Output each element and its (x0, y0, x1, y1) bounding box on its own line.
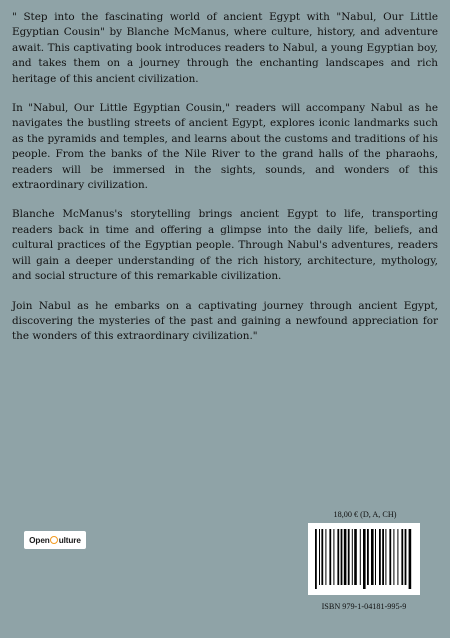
barcode-bar (389, 529, 391, 585)
barcode-bar (409, 529, 412, 589)
barcode-bar (371, 529, 374, 585)
barcode-bar (325, 529, 326, 585)
barcode-bar (397, 529, 398, 585)
isbn-label: ISBN 979-1-04181-995-9 (321, 602, 407, 611)
logo-text-end: ulture (58, 535, 81, 545)
barcode-bar (348, 529, 350, 585)
publisher-logo (24, 531, 86, 549)
barcode-bar (319, 529, 320, 585)
blurb-paragraph: In "Nabul, Our Little Egyptian Cousin," readers will accompany Nabul as he navigates the bustling streets of ancient Egypt, explores iconic landmarks such as the pyramids and temples, and learns about the customs and traditions of his people. From the banks of the Nile River to the grand halls of the pharaohs, readers will be immersed in the sights, sounds, and wonders of this extraordinary civilization. (12, 102, 438, 192)
barcode-bar (405, 529, 407, 585)
barcode-bar (360, 529, 361, 585)
barcode-bar (315, 529, 317, 589)
barcode-bar (337, 529, 339, 585)
barcode-bar (344, 529, 347, 585)
barcode-bar (341, 529, 343, 585)
barcode-bar (329, 529, 331, 585)
logo-text-start: Open (29, 535, 50, 545)
barcode-bar (363, 529, 366, 589)
barcode-bar (393, 529, 394, 585)
barcode-bar (352, 529, 353, 585)
barcode-bar (333, 529, 334, 585)
barcode-bar (379, 529, 381, 585)
barcode-bar (382, 529, 384, 585)
back-cover-blurb (12, 10, 438, 359)
logo-ring-icon (50, 536, 58, 544)
blurb-paragraph: Join Nabul as he embarks on a captivating journey through ancient Egypt, discovering the mysteries of the past and gaining a newfound appreciation for the wonders of this extraordinary civilization." (12, 299, 438, 343)
barcode-bar (401, 529, 403, 585)
barcode-bar (385, 529, 386, 585)
barcode-icon (314, 529, 414, 589)
blurb-paragraph: " Step into the fascinating world of ancient Egypt with "Nabul, Our Little Egyptian Cousin" by Blanche McManus, where culture, history, and adventure await. This captivating book introduces readers to Nabul, a young Egyptian boy, and takes them on a journey through the enchanting landscapes and rich heritage of this ancient civilization. (12, 11, 438, 85)
price-label: 18,00 € (D, A, CH) (333, 510, 397, 519)
barcode-bar (367, 529, 369, 585)
barcode-bar (375, 529, 376, 585)
blurb-paragraph: Blanche McManus's storytelling brings ancient Egypt to life, transporting readers back in time and offering a glimpse into the daily life, beliefs, and cultural practices of the Egyptian people. Through Nabul's adventures, readers will gain a deeper understanding of the rich history, architecture, mythology, and social structure of this remarkable civilization. (12, 208, 438, 283)
barcode (308, 523, 420, 595)
barcode-bar (321, 529, 323, 585)
barcode-bar (354, 529, 357, 585)
